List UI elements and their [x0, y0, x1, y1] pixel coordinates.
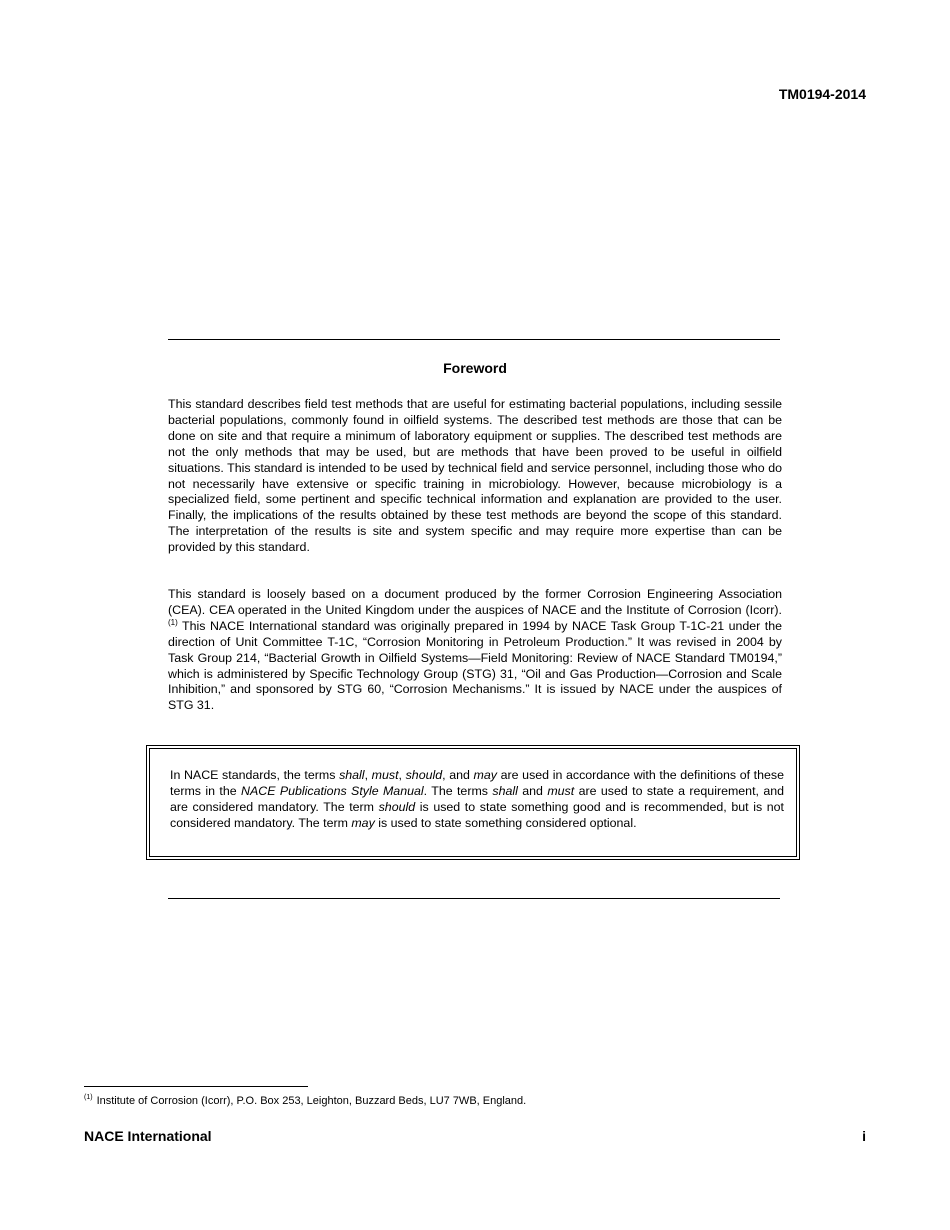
- notice-inner-border: [149, 748, 797, 857]
- paragraph-2-part-2: This NACE International standard was originally prepared in 1994 by NACE Task Group T-1C-21 under the direction of Unit Committee T-1C, “Corrosion Monitoring in Petroleum Production.” It was revised in 2004 by Task Group 214, “Bacterial Growth in Oilfield Systems—Field Monitoring: Review of NACE Standard TM0194,” which is administered by Specific Technology Group (STG) 31, “Oil and Gas Production—Corrosion and Scale Inhibition,” and sponsored by STG 60, “Corrosion Mechanisms.” It is issued by NACE under the auspices of STG 31.: [168, 618, 782, 713]
- terminology-notice-box: [146, 745, 800, 860]
- notice-segment: are used to state a requirement, and are considered mandatory. The term: [170, 783, 785, 814]
- notice-segment: is used to state something good and is recommended, but is not considered mandatory. The term: [170, 799, 784, 830]
- foreword-title: Foreword: [443, 360, 507, 376]
- footnote: [84, 1095, 526, 1107]
- term-may: may: [473, 768, 497, 782]
- notice-segment: ,: [364, 768, 372, 782]
- notice-segment: is used to state something considered optional.: [374, 815, 637, 830]
- term-must: must: [547, 783, 575, 798]
- notice-segment: and: [517, 783, 548, 798]
- notice-segment: , and: [442, 768, 474, 782]
- term-should: should: [378, 799, 416, 814]
- notice-segment: ,: [398, 768, 406, 782]
- term-may: may: [351, 815, 375, 830]
- term-shall: shall: [339, 768, 365, 782]
- foreword-paragraph-2: [168, 587, 782, 714]
- term-must: must: [371, 768, 399, 782]
- footer-organization: NACE International: [84, 1128, 212, 1144]
- footnote-separator: [84, 1086, 308, 1087]
- page-number: i: [862, 1128, 866, 1144]
- footnote-reference: (1): [168, 617, 178, 627]
- style-manual-title: NACE Publications Style Manual: [241, 783, 424, 798]
- footnote-marker: (1): [84, 1094, 93, 1102]
- bottom-horizontal-rule: [168, 898, 780, 899]
- notice-segment: are used in accordance with the definitions of these terms in the: [170, 768, 784, 798]
- paragraph-2-part-1: This standard is loosely based on a document produced by the former Corrosion Engineering Association (CEA). CEA operated in the United Kingdom under the auspices of NACE and the Institute of Corrosion (Icorr).: [168, 587, 782, 617]
- document-number: TM0194-2014: [778, 86, 866, 102]
- notice-text: [170, 768, 784, 832]
- term-should: should: [405, 768, 443, 782]
- notice-segment: In NACE standards, the terms: [170, 768, 340, 782]
- foreword-paragraph-1: This standard describes field test methods that are useful for estimating bacterial populations, including sessile bacterial populations, commonly found in oilfield systems. The described test methods are those that can be done on site and that require a minimum of laboratory equipment or supplies. The described test methods are not the only methods that may be used, but are methods that have been proved to be useful in oilfield situations. This standard is intended to be used by technical field and service personnel, including those who do not necessarily have extensive or specific training in microbiology. However, because microbiology is a specialized field, some pertinent and specific technical information and explanation are provided to the user. Finally, the implications of the results obtained by these test methods are beyond the scope of this standard. The interpretation of the results is site and system specific and may require more expertise than can be provided by this standard.: [168, 397, 782, 555]
- notice-segment: . The terms: [423, 783, 493, 798]
- footnote-text: Institute of Corrosion (Icorr), P.O. Box 253, Leighton, Buzzard Beds, LU7 7WB, England.: [96, 1095, 527, 1107]
- term-shall: shall: [492, 783, 518, 798]
- top-horizontal-rule: [168, 339, 780, 340]
